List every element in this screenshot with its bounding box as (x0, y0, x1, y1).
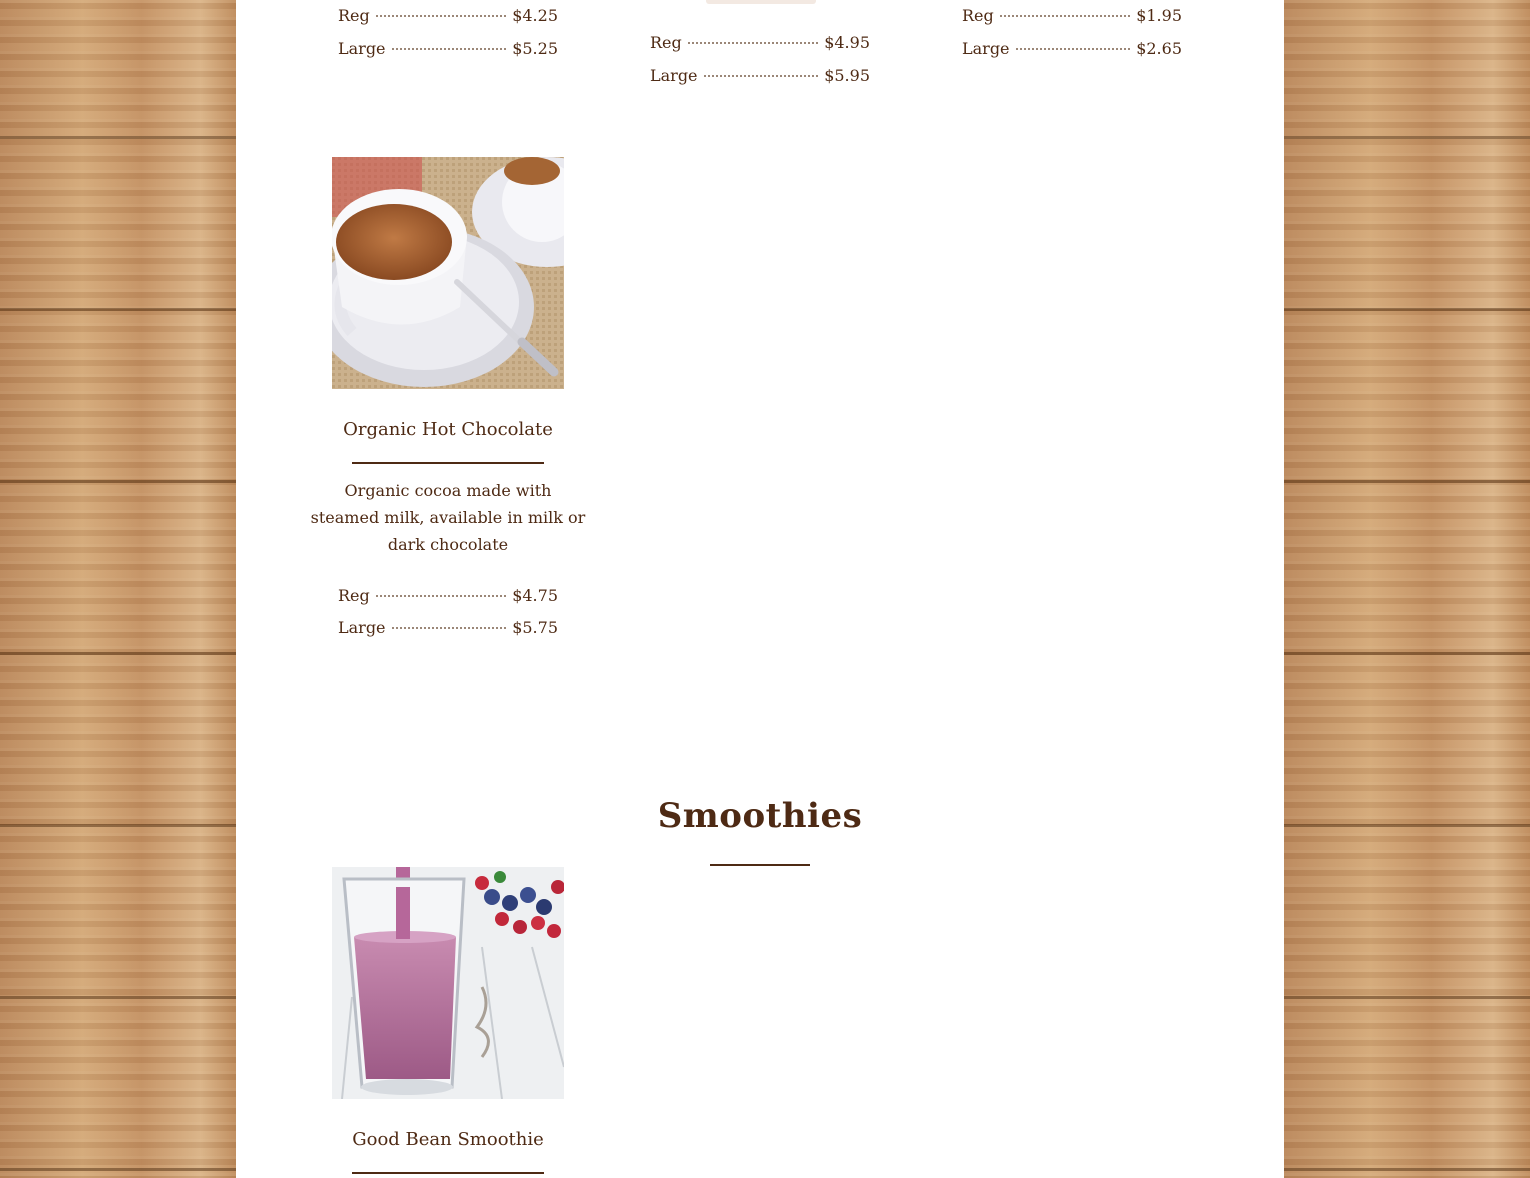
price: $5.95 (824, 66, 870, 85)
price-row-large (338, 618, 558, 642)
dot-leader (392, 48, 507, 50)
wood-background-right (1284, 0, 1530, 1178)
size-label: Large (962, 39, 1010, 58)
price: $4.75 (512, 586, 558, 605)
price: $4.25 (512, 6, 558, 25)
title-divider (352, 462, 544, 464)
price: $4.95 (824, 33, 870, 52)
dot-leader (376, 595, 506, 597)
dot-leader (704, 75, 819, 77)
size-label: Large (338, 39, 386, 58)
dot-leader (376, 15, 506, 17)
size-label: Reg (338, 6, 370, 25)
price: $5.75 (512, 618, 558, 637)
item-description: Organic cocoa made with steamed milk, available in milk or dark chocolate (310, 481, 586, 554)
size-label: Reg (650, 33, 682, 52)
price-row-large (650, 66, 870, 90)
smoothie-photo-icon (332, 867, 564, 1099)
price-row-large (962, 39, 1182, 63)
dot-leader (1000, 15, 1130, 17)
price-row-reg (338, 6, 558, 30)
wood-background-left (0, 0, 236, 1178)
item-title: Organic Hot Chocolate (343, 419, 553, 440)
hot-chocolate-image (332, 157, 564, 389)
price: $5.25 (512, 39, 558, 58)
size-label: Reg (338, 586, 370, 605)
size-label: Large (650, 66, 698, 85)
price-row-large (338, 39, 558, 63)
section-divider (710, 864, 810, 866)
title-divider (352, 1172, 544, 1174)
menu-panel (236, 0, 1284, 1178)
price: $2.65 (1136, 39, 1182, 58)
hot-chocolate-photo-icon (332, 157, 564, 389)
size-label: Large (338, 618, 386, 637)
smoothie-image (332, 867, 564, 1099)
section-title: Smoothies (657, 796, 863, 836)
price-row-reg (962, 6, 1182, 30)
size-label: Reg (962, 6, 994, 25)
dot-leader (392, 627, 507, 629)
cropped-item-title (706, 0, 816, 4)
dot-leader (688, 42, 818, 44)
price-row-reg (650, 33, 870, 57)
price: $1.95 (1136, 6, 1182, 25)
dot-leader (1016, 48, 1131, 50)
price-row-reg (338, 586, 558, 610)
item-title: Good Bean Smoothie (352, 1129, 544, 1150)
